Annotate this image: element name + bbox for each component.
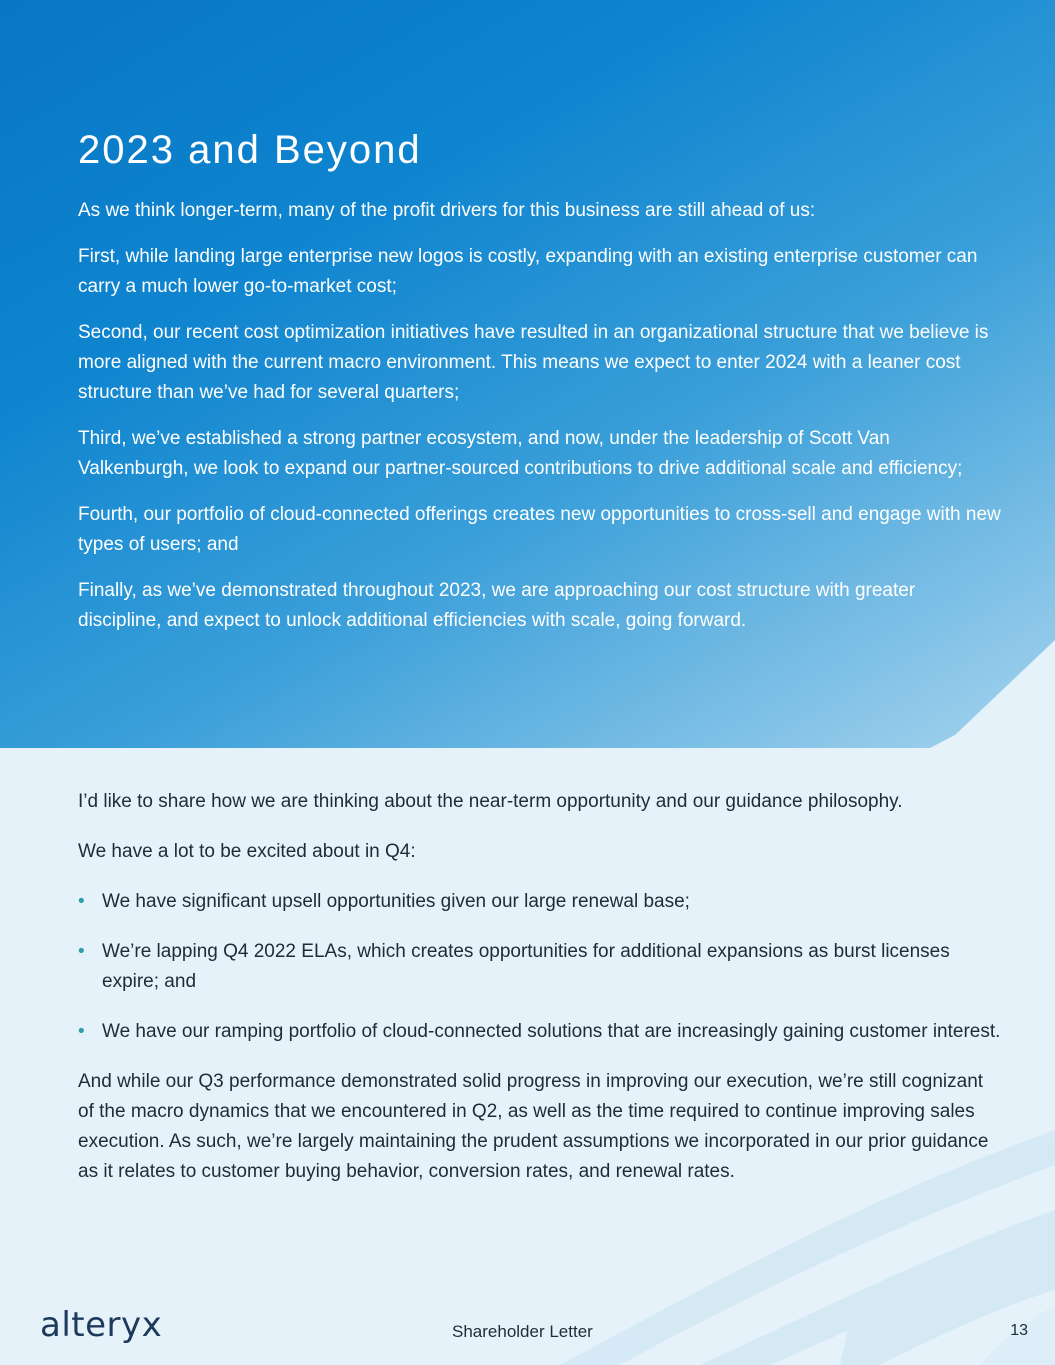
bullet-icon: • <box>78 891 85 912</box>
alteryx-logo: alteryx <box>40 1305 163 1345</box>
bullet-icon: • <box>78 1021 85 1042</box>
hero-paragraph: Third, we’ve established a strong partner ecosystem, and now, under the leadership of Scott Van Valkenburgh, we look to expand our partner-sourced contributions to drive additional scale and efficiency; <box>78 428 963 479</box>
list-item: • We have significant upsell opportunities given our large renewal base; <box>78 887 1003 917</box>
hero-paragraph: First, while landing large enterprise new logos is costly, expanding with an existing enterprise customer can carry a much lower go-to-market cost; <box>78 246 978 297</box>
closing-paragraph: And while our Q3 performance demonstrated solid progress in improving our execution, we’re still cognizant of the macro dynamics that we encountered in Q2, as well as the time required to continue improving sales execution. As such, we’re largely maintaining the prudent assumptions we incorporated in our prior guidance as it relates to customer buying behavior, conversion rates, and renewal rates. <box>78 1071 989 1182</box>
page-number: 13 <box>1010 1322 1028 1339</box>
bullet-list <box>78 887 1003 1047</box>
lead-paragraph: We have a lot to be excited about in Q4: <box>78 841 416 862</box>
bullet-icon: • <box>78 941 85 962</box>
hero-paragraph: Finally, as we’ve demonstrated throughout 2023, we are approaching our cost structure with greater discipline, and expect to unlock additional efficiencies with scale, going forward. <box>78 580 916 631</box>
footer-label: Shareholder Letter <box>452 1322 593 1341</box>
hero-paragraph: Fourth, our portfolio of cloud-connected offerings creates new opportunities to cross-sell and engage with new types of users; and <box>78 504 1001 555</box>
list-item: • We have our ramping portfolio of cloud-connected solutions that are increasingly gaining customer interest. <box>78 1017 1003 1047</box>
hero-paragraph: Second, our recent cost optimization initiatives have resulted in an organizational structure that we believe is more aligned with the current macro environment. This means we expect to enter 2024 with a leaner cost structure than we’ve had for several quarters; <box>78 322 989 403</box>
intro-paragraph: I’d like to share how we are thinking about the near-term opportunity and our guidance philosophy. <box>78 791 903 812</box>
hero-paragraph: As we think longer-term, many of the profit drivers for this business are still ahead of us: <box>78 200 816 221</box>
body-text-block <box>78 787 1003 1207</box>
list-item: • We’re lapping Q4 2022 ELAs, which creates opportunities for additional expansions as burst licenses expire; and <box>78 937 1003 997</box>
page-title: 2023 and Beyond <box>78 128 422 172</box>
hero-text-block <box>78 196 1003 652</box>
